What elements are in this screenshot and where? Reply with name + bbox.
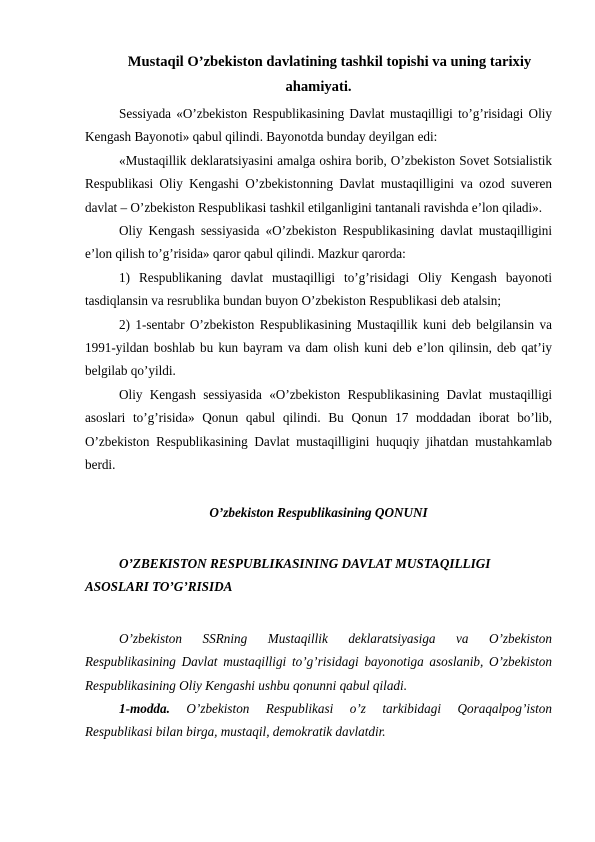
article-1-text: O’zbekiston Respublikasi o’z tarkibidagi Qoraqalpog’iston Respublikasi bilan birga, mustaqil, demokratik davlatdir. [85,700,552,740]
paragraph: «Mustaqillik deklaratsiyasini amalga oshira borib, O’zbekiston Sovet Sotsialistik Respublikasi Oliy Kengashi O’zbekistonning Davlat mustaqilligini va ozod suveren davlat – O’zbekiston Respublikasi tashkil etilganligini tantanali ravishda e’lon qiladi». [85,152,552,215]
paragraph: 1) Respublikaning davlat mustaqilligi to’g’risidagi Oliy Kengash bayonoti tasdiqlansin va resrublika bundan buyon O’zbekiston Respublikasi deb atalsin; [85,269,552,309]
article-1-label: 1-modda. [119,700,170,716]
law-subheading: O’ZBEKISTON RESPUBLIKASINING DAVLAT MUSTAQILLIGI ASOSLARI TO’G’RISIDA [85,555,491,595]
document-title: Mustaqil O’zbekiston davlatining tashkil topishi va uning tarixiy ahamiyati. [127,54,532,95]
paragraph: Oliy Kengash sessiyasida «O’zbekiston Respublikasining Davlat mustaqilligi asoslari to’g’risida» Qonun qabul qilindi. Bu Qonun 17 moddadan iborat bo’lib, O’zbekiston Respublikasining Davlat mustaqilligini huquqiy jihatdan mustahkamlab berdi. [85,386,552,473]
document-page [85,50,552,744]
article-1 [85,697,552,744]
law-heading: O’zbekiston Respublikasining QONUNI [209,504,428,520]
paragraph: Sessiyada «O’zbekiston Respublikasining Davlat mustaqilligi to’g’risidagi Oliy Kengash Bayonoti» qabul qilindi. Bayonotda bunday deyilgan edi: [85,106,552,145]
paragraph: Oliy Kengash sessiyasida «O’zbekiston Respublikasining davlat mustaqilligini e’lon qilish to’g’risida» qaror qabul qilindi. Mazkur qarorda: [85,223,552,262]
law-preamble: O’zbekiston SSRning Mustaqillik deklaratsiyasiga va O’zbekiston Respublikasining Davlat mustaqilligi to’g’risidagi bayonotiga asoslanib, O’zbekiston Respublikasining Oliy Kengashi ushbu qonunni qabul qiladi. [85,630,552,693]
paragraph: 2) 1-sentabr O’zbekiston Respublikasining Mustaqillik kuni deb belgilansin va 1991-yildan boshlab bu kun bayram va dam olish kuni deb e’lon qilinsin, deb qat’iy belgilab qo’yildi. [85,316,552,379]
